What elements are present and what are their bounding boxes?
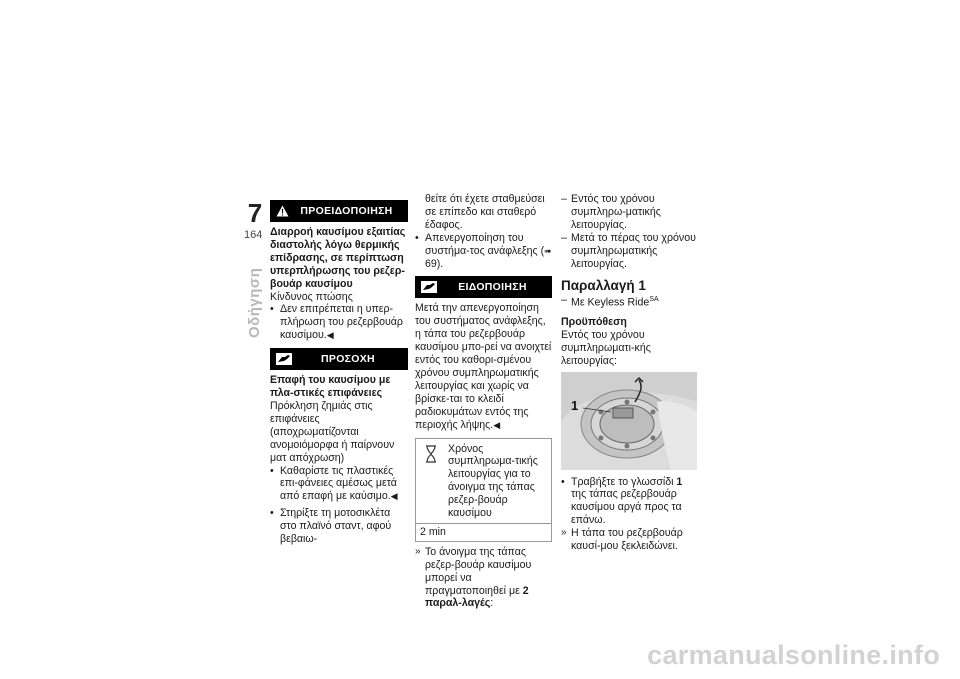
variant-condition-text: Με Keyless Ride	[571, 296, 650, 309]
unlock-result: » Η τάπα του ρεζερβουάρ καυσί-μου ξεκλειδώνει.	[561, 527, 699, 553]
warning-bullet-text: Δεν επιτρέπεται η υπερ-πλήρωση του ρεζερβουάρ καυσίμου.	[280, 303, 403, 342]
caution-hand-icon	[276, 353, 292, 365]
info-box-title: Χρόνος συμπληρωμα-τικής λειτουργίας για το άνοιγμα της τάπας ρεζερ-βουάρ καυσίμου	[448, 442, 538, 520]
variant-option-2: – Μετά το πέρας του χρόνου συμπληρωματικής λειτουργίας.	[561, 232, 699, 271]
note-hand-icon	[421, 281, 437, 293]
figure-callout-1: 1	[571, 397, 579, 413]
result-text	[415, 546, 552, 611]
column-1	[270, 200, 408, 546]
result-text-bold: 2 παραλ-λαγές	[425, 584, 529, 610]
column-3	[561, 193, 699, 553]
special-accessory-sup: SA	[649, 296, 659, 304]
ignition-off-text: Απενεργοποίηση του συστήμα-τος ανάφλεξης (	[425, 231, 545, 257]
continued-text: θείτε ότι έχετε σταθμεύσει σε επίπεδο και σταθερό έδαφος.	[425, 193, 545, 231]
result-text-end: :	[490, 597, 494, 610]
precondition-heading: Προϋπόθεση	[561, 315, 627, 328]
caution-bullet-1	[270, 465, 408, 504]
note-banner	[415, 276, 552, 298]
note-text	[415, 302, 552, 431]
end-mark-icon: ◀	[326, 330, 334, 341]
note-banner-label: ΕΙΔΟΠΟΙΗΣΗ	[458, 280, 527, 293]
variant-condition	[561, 294, 699, 309]
pull-tab-bullet	[561, 476, 699, 528]
pull-tab-text-post: της τάπας ρεζερβουάρ καυσίμου αργά προς τα επάνω.	[571, 488, 682, 527]
info-box-value: 2 min	[416, 523, 551, 541]
page-reference-arrow-icon: ➠	[544, 245, 552, 256]
pull-tab-text-bold: 1	[676, 475, 683, 488]
column-2	[415, 193, 552, 610]
warning-heading: Διαρροή καυσίμου εξαιτίας διαστολής λόγω θερμικής επίδρασης, σε περίπτωση υπερπλήρωσης του ρεζερ-βουάρ καυσίμου	[270, 226, 406, 290]
variant-option-1: – Εντός του χρόνου συμπληρω-ματικής λειτουργίας.	[561, 193, 699, 232]
end-mark-icon: ◀	[493, 419, 501, 430]
end-mark-icon: ◀	[390, 491, 398, 502]
caution-banner	[270, 348, 408, 370]
page-number: 164	[244, 229, 263, 241]
info-box	[415, 438, 552, 542]
watermark: carmanualsonline.info	[647, 640, 940, 670]
warning-bullet	[270, 303, 408, 342]
result-text-body: Το άνοιγμα της τάπας ρεζερ-βουάρ καυσίμου μπορεί να πραγματοποιηθεί με	[425, 545, 532, 597]
pull-tab-text-pre: Τραβήξτε το γλωσσίδι	[571, 475, 677, 488]
caution-text: Πρόκληση ζημιάς στις επιφάνειες (αποχρωματίζονται ανομοιόμορφα ή παίρνουν ματ απόχρωση)	[270, 399, 395, 464]
section-heading: Παραλλαγή 1	[561, 278, 646, 294]
precondition-text: Εντός του χρόνου συμπληρωματι-κής λειτουργίας:	[561, 328, 651, 367]
warning-text: Κίνδυνος πτώσης	[270, 290, 353, 303]
chapter-number: 7	[247, 198, 263, 228]
warning-triangle-icon	[276, 205, 289, 217]
note-text-body: Μετά την απενεργοποίηση του συστήματος ανάφλεξης, η τάπα του ρεζερβουάρ καυσίμου μπο-ρεί να ανοιχτεί εντός του καθορι-σμένου χρόνου συμπληρωματικής λειτουργίας και χωρίς να βρίσκε-ται το κλειδί ραδιοκυμάτων εντός της περιοχής λήψης.	[415, 302, 552, 431]
caution-banner-label: ΠΡΟΣΟΧΗ	[321, 352, 375, 365]
ignition-off-bullet	[415, 232, 552, 271]
page-reference[interactable]: 69).	[425, 257, 444, 270]
timer-icon	[424, 445, 438, 467]
caution-heading: Επαφή του καυσίμου με πλα-στικές επιφάνειες	[270, 374, 391, 400]
warning-banner-label: ΠΡΟΕΙΔΟΠΟΙΗΣΗ	[300, 204, 393, 217]
fuel-cap-figure	[561, 372, 697, 470]
caution-bullet-1-text: Καθαρίστε τις πλαστικές επι-φάνειες αμέσως μετά από επαφή με καύσιμο.	[280, 464, 397, 503]
warning-banner	[270, 200, 408, 222]
caution-bullet-2: • Στηρίξτε τη μοτοσικλέτα στο πλαϊνό σταντ, αφού βεβαιω-	[270, 507, 408, 546]
chapter-title-vertical: Οδήγηση	[246, 267, 263, 338]
